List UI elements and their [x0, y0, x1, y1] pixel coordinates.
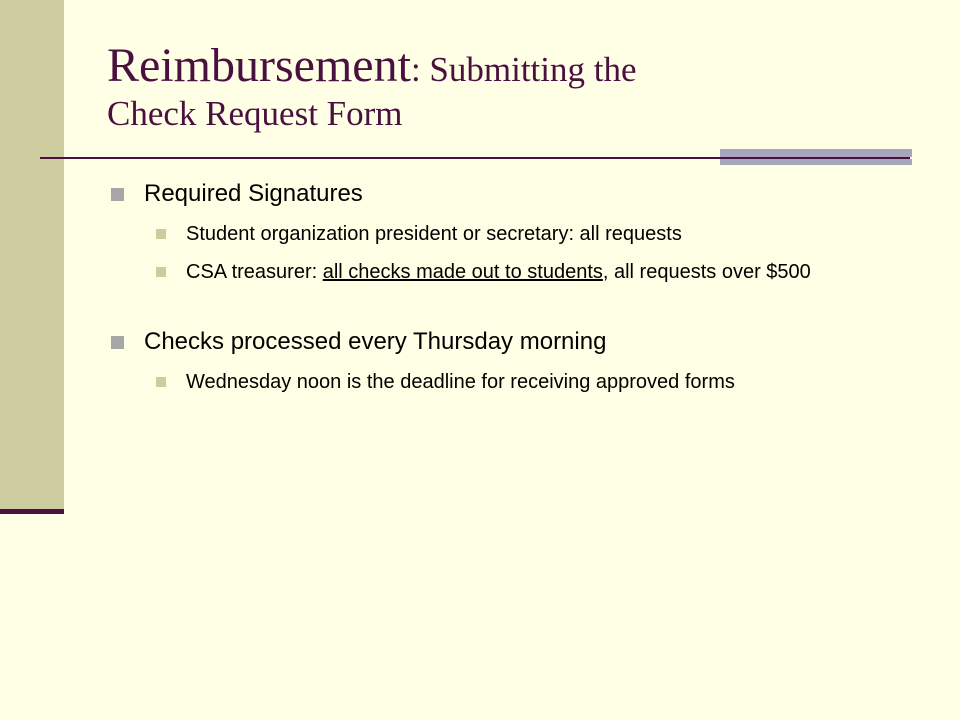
sub-bullet-text: Wednesday noon is the deadline for receiving approved forms [186, 371, 735, 393]
left-bar-cap-line [0, 509, 64, 514]
bullet-text: Checks processed every Thursday morning [144, 328, 607, 355]
square-bullet-icon [111, 336, 124, 349]
slide-title [107, 38, 637, 135]
bullet-checks-processed [111, 326, 871, 358]
sub-bullet-president-secretary [156, 220, 871, 248]
title-rule-accent-lower [720, 159, 912, 165]
slide-body [111, 178, 871, 406]
bullet-text: Required Signatures [144, 180, 363, 207]
sub-bullet-prefix: CSA treasurer: [186, 261, 323, 283]
sub-bullet-underlined: all checks made out to students [322, 261, 603, 283]
title-sub: : Submitting the [410, 50, 637, 89]
square-bullet-icon [156, 229, 166, 239]
sub-bullet-suffix: , all requests over $500 [602, 261, 811, 283]
title-rule-accent-upper [720, 149, 912, 157]
square-bullet-icon [111, 188, 124, 201]
sub-bullet-text: Student organization president or secretary: all requests [186, 223, 682, 245]
left-decorative-bar [0, 0, 64, 512]
title-line2: Check Request Form [107, 94, 403, 134]
bullet-required-signatures [111, 178, 871, 210]
title-main: Reimbursement [107, 39, 411, 92]
sub-bullet-wednesday-deadline [156, 368, 871, 396]
square-bullet-icon [156, 267, 166, 277]
sub-bullet-csa-treasurer [156, 258, 871, 286]
square-bullet-icon [156, 377, 166, 387]
